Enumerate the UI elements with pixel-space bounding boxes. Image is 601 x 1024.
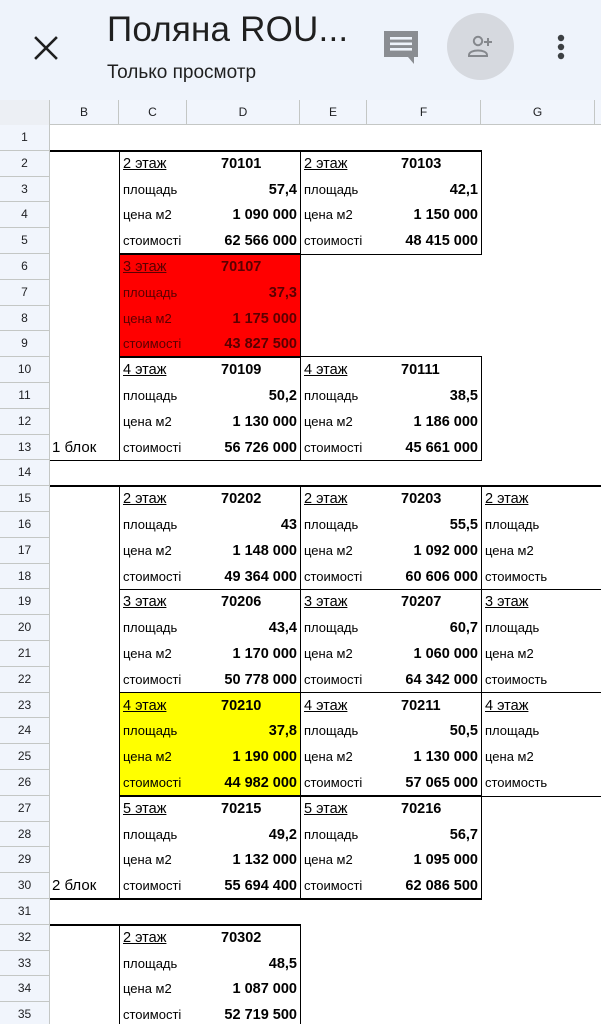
unit-price-m2-label[interactable]: цена м2	[485, 749, 534, 765]
unit-price-m2-label[interactable]: цена м2	[123, 981, 172, 997]
unit-price-m2-value[interactable]: 1 130 000	[232, 413, 297, 430]
unit-cost-value[interactable]: 62 086 500	[405, 878, 478, 895]
row-header-35[interactable]: 35	[0, 1002, 50, 1024]
unit-price-m2-label[interactable]: цена м2	[304, 749, 353, 765]
column-header-d[interactable]: D	[187, 100, 300, 125]
row-header-23[interactable]: 23	[0, 693, 50, 719]
unit-price-m2-value[interactable]: 1 150 000	[413, 207, 478, 224]
unit-price-m2-label[interactable]: цена м2	[304, 852, 353, 868]
row-header-21[interactable]: 21	[0, 641, 50, 667]
comments-button[interactable]	[381, 28, 421, 68]
row-header-24[interactable]: 24	[0, 718, 50, 744]
unit-number[interactable]: 70109	[221, 362, 262, 379]
row-header-15[interactable]: 15	[0, 486, 50, 512]
unit-floor-label[interactable]: 4 этаж	[304, 362, 348, 379]
unit-cost-label[interactable]: стоимості	[123, 1007, 182, 1023]
row-header-33[interactable]: 33	[0, 951, 50, 977]
unit-area-value[interactable]: 43	[280, 517, 297, 533]
unit-cost-value[interactable]: 56 726 000	[224, 439, 297, 456]
row-header-6[interactable]: 6	[0, 254, 50, 280]
unit-area-value[interactable]: 42,1	[449, 181, 478, 198]
unit-cost-label[interactable]: стоимості	[123, 671, 182, 687]
row-header-7[interactable]: 7	[0, 280, 50, 306]
unit-price-m2-label[interactable]: цена м2	[485, 542, 534, 558]
row-header-8[interactable]: 8	[0, 306, 50, 332]
unit-area-value[interactable]: 50,5	[449, 723, 478, 740]
unit-price-m2-label[interactable]: цена м2	[304, 207, 353, 223]
row-header-17[interactable]: 17	[0, 538, 50, 564]
unit-price-m2-value[interactable]: 1 060 000	[413, 646, 478, 662]
unit-area-label[interactable]: площадь	[485, 723, 540, 739]
column-header-bar	[0, 100, 601, 125]
unit-area-label[interactable]: площадь	[123, 181, 178, 197]
unit-area-label[interactable]: площадь	[123, 826, 178, 842]
unit-price-m2-label[interactable]: цена м2	[123, 852, 172, 868]
unit-cost-label[interactable]: стоимості	[304, 568, 363, 584]
row-header-26[interactable]: 26	[0, 770, 50, 796]
unit-area-value[interactable]: 48,5	[268, 955, 297, 972]
unit-floor-label[interactable]: 4 этаж	[123, 697, 167, 714]
unit-number[interactable]: 70111	[401, 362, 440, 379]
row-header-9[interactable]: 9	[0, 331, 50, 357]
row-header-19[interactable]: 19	[0, 589, 50, 615]
unit-number[interactable]: 70206	[221, 594, 262, 611]
unit-cost-label[interactable]: стоимості	[304, 775, 363, 790]
unit-floor-label[interactable]: 2 этаж	[304, 155, 348, 172]
row-header-10[interactable]: 10	[0, 357, 50, 383]
person-add-icon	[467, 33, 495, 61]
unit-price-m2-value[interactable]: 1 132 000	[232, 852, 297, 869]
unit-area-value[interactable]: 37,8	[268, 723, 297, 740]
unit-cost-label[interactable]: стоимость	[485, 775, 548, 790]
unit-number[interactable]: 70211	[401, 697, 441, 714]
row-header-20[interactable]: 20	[0, 615, 50, 641]
unit-cost-value[interactable]: 57 065 000	[405, 775, 478, 791]
block-label[interactable]: 1 блок	[52, 438, 97, 456]
unit-cost-label[interactable]: стоимості	[123, 439, 182, 455]
unit-price-m2-label[interactable]: цена м2	[304, 646, 353, 661]
app-bar	[0, 0, 601, 100]
close-icon	[28, 30, 64, 66]
unit-price-m2-label[interactable]: цена м2	[485, 646, 534, 661]
row-header-18[interactable]: 18	[0, 564, 50, 590]
unit-price-m2-value[interactable]: 1 148 000	[232, 542, 297, 559]
select-all-corner[interactable]	[0, 100, 50, 125]
unit-floor-label[interactable]: 3 этаж	[304, 594, 348, 611]
block-label[interactable]: 2 блок	[52, 877, 97, 895]
row-header-5[interactable]: 5	[0, 228, 50, 254]
unit-number[interactable]: 70302	[221, 929, 262, 946]
unit-area-label[interactable]: площадь	[304, 181, 359, 197]
column-header-b[interactable]: B	[50, 100, 119, 125]
unit-area-label[interactable]: площадь	[123, 723, 178, 739]
column-header-f[interactable]: F	[367, 100, 481, 125]
row-header-16[interactable]: 16	[0, 512, 50, 538]
unit-price-m2-label[interactable]: цена м2	[304, 413, 353, 429]
unit-area-value[interactable]: 37,3	[268, 284, 297, 301]
unit-number[interactable]: 70210	[221, 697, 262, 714]
unit-area-value[interactable]: 60,7	[449, 620, 478, 637]
unit-floor-label[interactable]: 3 этаж	[485, 594, 529, 611]
unit-price-m2-value[interactable]: 1 186 000	[413, 413, 478, 430]
unit-cost-value[interactable]: 44 982 000	[224, 775, 297, 791]
unit-cost-value[interactable]: 43 827 500	[224, 336, 297, 353]
unit-price-m2-label[interactable]: цена м2	[123, 542, 172, 558]
unit-floor-label[interactable]: 2 этаж	[123, 491, 167, 508]
unit-floor-label[interactable]: 5 этаж	[304, 800, 348, 817]
unit-price-m2-value[interactable]: 1 087 000	[232, 981, 297, 998]
unit-area-value[interactable]: 56,7	[449, 826, 478, 843]
unit-price-m2-label[interactable]: цена м2	[304, 542, 353, 558]
row-header-1[interactable]: 1	[0, 125, 50, 151]
unit-cost-value[interactable]: 64 342 000	[405, 671, 478, 688]
unit-price-m2-value[interactable]: 1 092 000	[413, 542, 478, 559]
unit-cost-value[interactable]: 50 778 000	[224, 671, 297, 688]
unit-cost-label[interactable]: стоимості	[304, 439, 363, 455]
unit-cost-label[interactable]: стоимості	[123, 878, 182, 894]
share-button[interactable]	[447, 13, 514, 80]
unit-price-m2-value[interactable]: 1 170 000	[232, 646, 297, 662]
unit-cost-label[interactable]: стоимость	[485, 568, 548, 584]
unit-price-m2-value[interactable]: 1 095 000	[413, 852, 478, 869]
unit-area-label[interactable]: площадь	[304, 826, 359, 842]
row-header-27[interactable]: 27	[0, 796, 50, 822]
unit-floor-label[interactable]: 2 этаж	[304, 491, 348, 508]
column-header-c[interactable]: C	[119, 100, 187, 125]
unit-cost-label[interactable]: стоимості	[304, 671, 363, 687]
unit-price-m2-value[interactable]: 1 175 000	[232, 310, 297, 327]
unit-area-label[interactable]: площадь	[485, 517, 540, 532]
unit-cost-value[interactable]: 45 661 000	[405, 439, 478, 456]
unit-price-m2-label[interactable]: цена м2	[123, 413, 172, 429]
view-only-status: Только просмотр	[107, 62, 257, 83]
unit-area-value[interactable]: 50,2	[268, 388, 297, 404]
unit-floor-label[interactable]: 5 этаж	[123, 800, 167, 817]
unit-cost-value[interactable]: 60 606 000	[405, 568, 478, 585]
unit-floor-label[interactable]: 2 этаж	[485, 491, 529, 508]
unit-area-value[interactable]: 49,2	[268, 826, 297, 843]
unit-floor-label[interactable]: 2 этаж	[123, 155, 167, 172]
row-header-29[interactable]: 29	[0, 847, 50, 873]
unit-price-m2-label[interactable]: цена м2	[123, 207, 172, 223]
unit-floor-label[interactable]: 3 этаж	[123, 594, 167, 611]
row-header-32[interactable]: 32	[0, 925, 50, 951]
document-title: Поляна ROU...	[107, 10, 349, 49]
unit-area-label[interactable]: площадь	[123, 517, 178, 532]
more-options-button[interactable]	[549, 28, 573, 68]
unit-area-value[interactable]: 57,4	[268, 181, 297, 198]
more-vert-icon	[549, 28, 573, 68]
unit-area-label[interactable]: площадь	[123, 620, 178, 636]
unit-area-label[interactable]: площадь	[123, 388, 178, 403]
unit-price-m2-value[interactable]: 1 130 000	[413, 749, 478, 766]
unit-floor-label[interactable]: 2 этаж	[123, 929, 167, 946]
unit-floor-label[interactable]: 4 этаж	[123, 362, 167, 379]
unit-area-label[interactable]: площадь	[123, 284, 178, 300]
unit-cost-value[interactable]: 49 364 000	[224, 568, 297, 585]
unit-area-label[interactable]: площадь	[304, 723, 359, 739]
unit-cost-value[interactable]: 55 694 400	[224, 878, 297, 895]
row-header-2[interactable]: 2	[0, 151, 50, 177]
row-header-14[interactable]: 14	[0, 460, 50, 486]
close-button[interactable]	[28, 30, 64, 66]
unit-area-label[interactable]: площадь	[304, 517, 359, 532]
unit-floor-label[interactable]: 4 этаж	[485, 697, 529, 714]
unit-number[interactable]: 70216	[401, 800, 442, 817]
unit-floor-label[interactable]: 4 этаж	[304, 697, 348, 714]
unit-price-m2-value[interactable]: 1 190 000	[232, 749, 297, 766]
unit-area-label[interactable]: площадь	[304, 388, 359, 403]
row-header-25[interactable]: 25	[0, 744, 50, 770]
unit-number[interactable]: 70207	[401, 594, 442, 611]
row-header-4[interactable]: 4	[0, 202, 50, 228]
unit-number[interactable]: 70203	[401, 491, 442, 508]
unit-area-label[interactable]: площадь	[304, 620, 359, 636]
unit-cost-label[interactable]: стоимость	[485, 671, 548, 687]
column-header-g[interactable]: G	[481, 100, 595, 125]
unit-floor-label[interactable]: 3 этаж	[123, 259, 167, 275]
row-header-13[interactable]: 13	[0, 435, 50, 461]
unit-cost-value[interactable]: 62 566 000	[224, 233, 297, 250]
unit-number[interactable]: 70101	[221, 155, 262, 172]
unit-number[interactable]: 70107	[221, 259, 262, 275]
unit-cost-label[interactable]: стоимості	[123, 336, 182, 352]
row-header-31[interactable]: 31	[0, 899, 50, 925]
column-header-e[interactable]: E	[300, 100, 367, 125]
row-header-12[interactable]: 12	[0, 409, 50, 435]
row-header-22[interactable]: 22	[0, 667, 50, 693]
unit-area-label[interactable]: площадь	[485, 620, 540, 636]
unit-cost-label[interactable]: стоимості	[123, 233, 182, 249]
unit-area-value[interactable]: 38,5	[449, 388, 478, 404]
unit-price-m2-label[interactable]: цена м2	[123, 749, 172, 765]
unit-number[interactable]: 70215	[221, 800, 262, 817]
unit-cost-label[interactable]: стоимості	[304, 878, 363, 894]
unit-cost-value[interactable]: 52 719 500	[224, 1007, 297, 1024]
row-header-30[interactable]: 30	[0, 873, 50, 899]
comment-icon	[381, 28, 421, 68]
unit-area-value[interactable]: 43,4	[268, 620, 297, 637]
unit-price-m2-label[interactable]: цена м2	[123, 646, 172, 661]
unit-cost-value[interactable]: 48 415 000	[405, 233, 478, 250]
unit-cost-label[interactable]: стоимості	[123, 775, 182, 790]
unit-price-m2-value[interactable]: 1 090 000	[232, 207, 297, 224]
unit-number[interactable]: 70202	[221, 491, 262, 508]
row-header-11[interactable]: 11	[0, 383, 50, 409]
row-header-28[interactable]: 28	[0, 822, 50, 848]
row-header-3[interactable]: 3	[0, 177, 50, 203]
unit-area-value[interactable]: 55,5	[449, 517, 478, 533]
unit-cost-label[interactable]: стоимості	[304, 233, 363, 249]
unit-number[interactable]: 70103	[401, 155, 442, 172]
unit-price-m2-label[interactable]: цена м2	[123, 310, 172, 326]
unit-cost-label[interactable]: стоимості	[123, 568, 182, 584]
row-header-34[interactable]: 34	[0, 976, 50, 1002]
unit-area-label[interactable]: площадь	[123, 955, 178, 971]
